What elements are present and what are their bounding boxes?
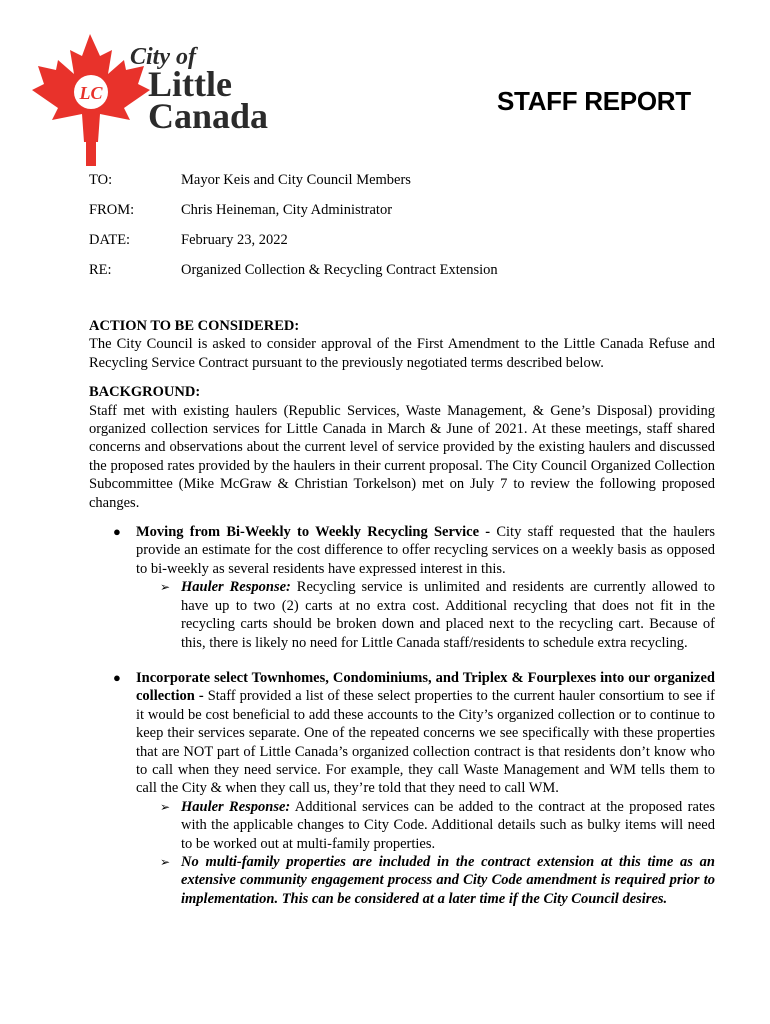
proposed-changes-list <box>89 523 715 908</box>
list-item-weekly-recycling <box>89 523 715 652</box>
sub-paragraph <box>181 578 715 652</box>
bullet-title: Incorporate select Townhomes, Condominiums, and Triplex & Fourplexes into our organized collection - <box>136 669 715 705</box>
arrow-bullet-icon: ➢ <box>160 580 171 595</box>
logo-line-little: Little <box>148 64 232 104</box>
report-body <box>89 317 715 925</box>
sub-text: Recycling service is unlimited and residents are currently allowed to have up to two (2) carts at no extra cost. Additional recycling that does not fit in the recycling carts should be broken down and placed next to the recycling cart. Because of this, there is likely no need for Little Canada staff/residents to schedule extra recycling. <box>181 579 715 651</box>
memo-value-date: February 23, 2022 <box>181 232 288 248</box>
memo-label-to: TO: <box>89 172 113 188</box>
logo-line-canada: Canada <box>148 96 269 136</box>
report-title: STAFF REPORT <box>497 86 691 116</box>
bullet-paragraph <box>136 669 715 798</box>
leaf-stem <box>86 138 96 166</box>
logo-line-city-of: City of <box>130 44 196 70</box>
background-text: Staff met with existing haulers (Republic Services, Waste Management, & Gene’s Disposal) providing organized collection services for Little Canada in March & June of 2021. At these meetings, staff shared concerns and observations about the current level of service provided by the existing haulers and discussed the proposed rates provided by the haulers in their current proposal. The City Council Organized Collection Subcommittee (Mike McGraw & Christian Torkelson) met on July 7 to review the following proposed changes. <box>89 402 715 511</box>
city-logo <box>28 30 308 170</box>
logo-monogram: LC <box>79 83 103 103</box>
memo-label-from: FROM: <box>89 202 135 218</box>
sub-paragraph <box>181 798 715 853</box>
bullet-icon: ● <box>113 524 121 540</box>
hauler-response-list <box>136 578 715 652</box>
memo-label-re: RE: <box>89 262 112 278</box>
sub-label: Hauler Response: <box>181 579 291 596</box>
memo-label-date: DATE: <box>89 232 131 248</box>
memo-value-from: Chris Heineman, City Administrator <box>181 202 393 218</box>
background-section <box>89 383 715 512</box>
multifamily-note: No multi-family properties are included in the contract extension at this time as an extensive community engagement process and City Code amendment is required prior to implementation. This can be considered at a later time if the City Council desires. <box>181 853 715 907</box>
action-section <box>89 317 715 372</box>
action-text: The City Council is asked to consider approval of the First Amendment to the Little Canada Refuse and Recycling Service Contract pursuant to the previously negotiated terms described below. <box>89 336 715 371</box>
arrow-bullet-icon: ➢ <box>160 854 171 869</box>
bullet-title: Moving from Bi-Weekly to Weekly Recycling Service - <box>136 524 491 541</box>
action-heading: ACTION TO BE CONSIDERED: <box>89 318 300 334</box>
list-item-multifamily <box>89 669 715 908</box>
memo-value-to: Mayor Keis and City Council Members <box>181 172 411 188</box>
list-item-hauler-response <box>136 578 715 652</box>
sub-label: Hauler Response: <box>181 798 291 815</box>
bullet-paragraph <box>136 523 715 578</box>
list-item-multifamily-note <box>136 853 715 908</box>
hauler-response-list <box>136 798 715 908</box>
memo-value-re: Organized Collection & Recycling Contract Extension <box>181 262 498 278</box>
maple-leaf-logo-graphic <box>28 30 308 170</box>
arrow-bullet-icon: ➢ <box>160 799 171 814</box>
bullet-icon: ● <box>113 669 121 685</box>
list-item-hauler-response <box>136 798 715 853</box>
bullet-text: City staff requested that the haulers provide an estimate for the cost difference to offer recycling services on a weekly basis as opposed to bi-weekly as several residents have expressed interest in this. <box>136 524 715 577</box>
sub-text: Additional services can be added to the contract at the proposed rates with the applicable changes to City Code. Additional details such as bulky items will need to be worked out at multi-family properties. <box>181 798 716 852</box>
background-heading: BACKGROUND: <box>89 384 201 401</box>
bullet-text: Staff provided a list of these select properties to the current hauler consortium to see if it would be cost beneficial to add these accounts to the City’s organized collection or to continue to keep their services separate. One of the repeated concerns we see specifically with these properties that are NOT part of Little Canada’s organized collection contract is that residents don’t know who to call when they need service. For example, they call Waste Management and WM tells them to call the City & when they call us, they’re told that they need to call WM. <box>136 688 715 797</box>
